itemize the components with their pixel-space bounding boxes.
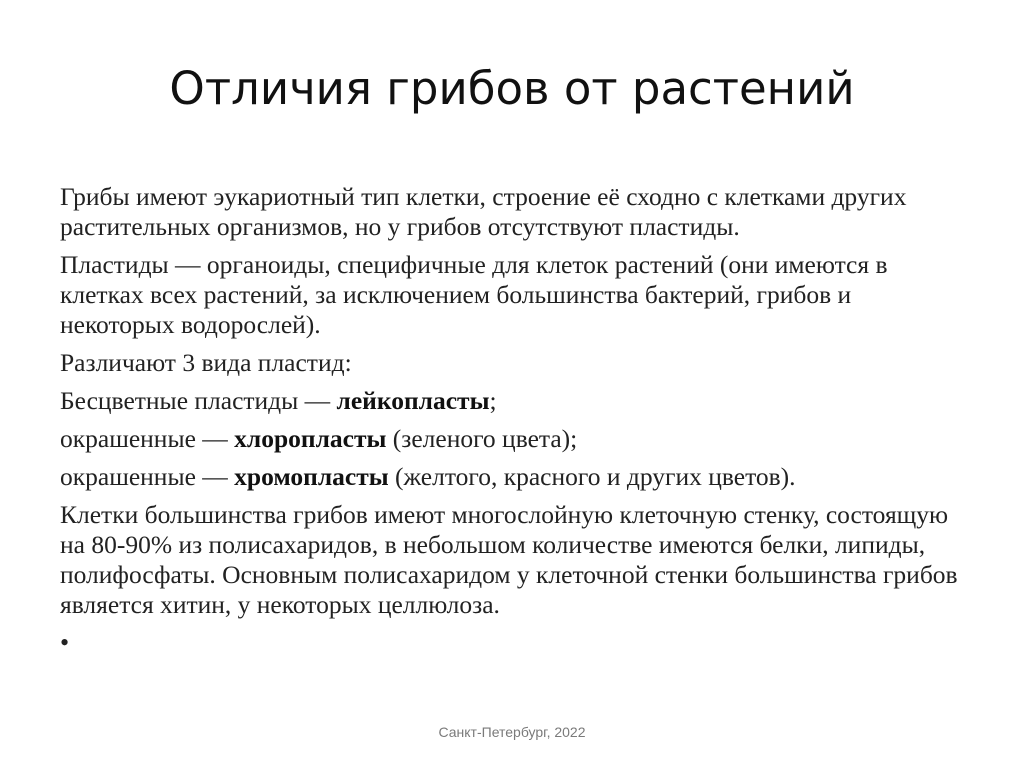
plastid-term: хромопласты: [234, 462, 389, 491]
plastid-item-chloroplasts: [60, 424, 970, 454]
plastid-term: хлоропласты: [234, 424, 387, 453]
plastid-item-suffix: ;: [489, 386, 497, 415]
plastid-term: лейкопласты: [336, 386, 490, 415]
plastid-item-suffix: (желтого, красного и других цветов).: [388, 462, 796, 491]
slide-title: Отличия грибов от растений: [169, 62, 855, 115]
plastid-item-chromoplasts: [60, 462, 970, 492]
plastid-item-prefix: окрашенные —: [60, 462, 235, 491]
slide-body: [60, 182, 970, 658]
plastid-item-prefix: Бесцветные пластиды —: [60, 386, 337, 415]
paragraph-plastids-definition: Пластиды — органоиды, специфичные для клеток растений (они имеются в клетках всех растений, за исключением большинства бактерий, грибов и некоторых водорослей).: [60, 250, 888, 339]
paragraph-eukaryotic-cell: Грибы имеют эукариотный тип клетки, строение её сходно с клетками других растительных организмов, но у грибов отсутствуют пластиды.: [60, 182, 907, 241]
empty-bullet: •: [60, 628, 70, 657]
plastid-item-prefix: окрашенные —: [60, 424, 235, 453]
plastid-item-suffix: (зеленого цвета);: [386, 424, 578, 453]
slide-footer: Санкт-Петербург, 2022: [438, 724, 586, 740]
paragraph-plastid-types-intro: Различают 3 вида пластид:: [60, 348, 352, 377]
paragraph-cell-wall: Клетки большинства грибов имеют многослойную клеточную стенку, состоящую на 80-90% из полисахаридов, в небольшом количестве имеются белки, липиды, полифосфаты. Основным полисахаридом у клеточной стенки большинства грибов является хитин, у некоторых целлюлоза.: [60, 500, 958, 619]
plastid-item-leucoplasts: [60, 386, 970, 416]
